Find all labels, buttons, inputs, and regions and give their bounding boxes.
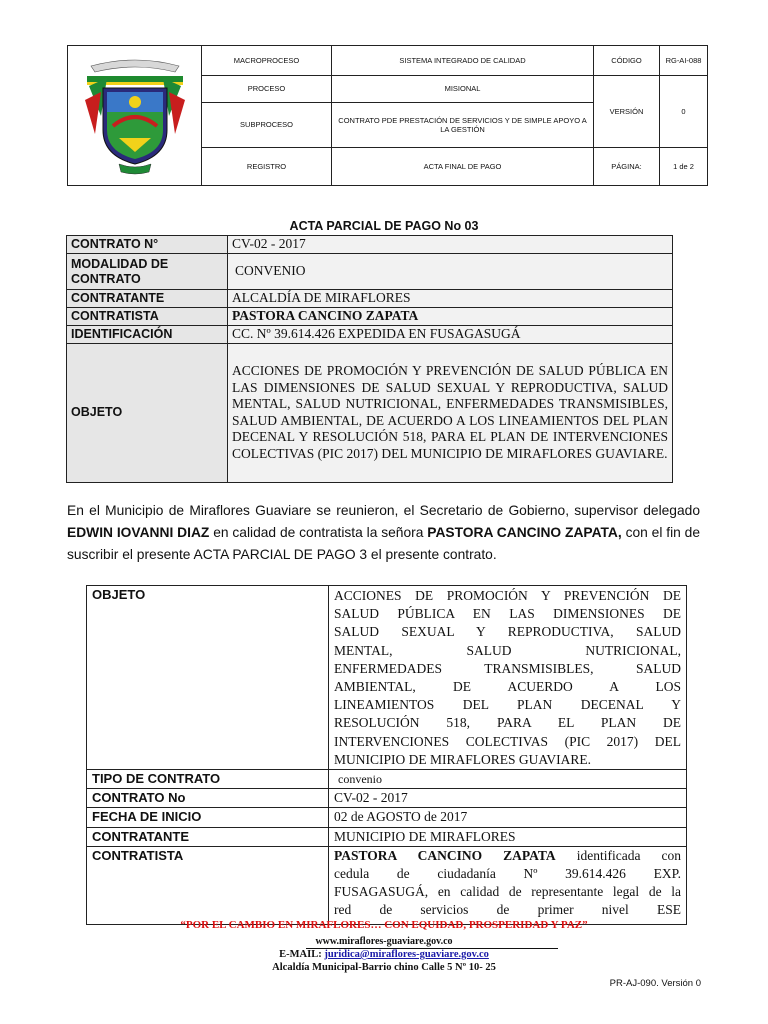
version-label: VERSIÓN [594, 76, 660, 148]
contratista-value-2 [329, 846, 687, 924]
table-row [87, 808, 687, 827]
objeto-line: INTERVENCIONES COLECTIVAS (PIC 2017) DEL [334, 733, 681, 749]
table-row [67, 236, 673, 254]
contract-summary-table [66, 235, 673, 483]
pagina-label: PÁGINA: [594, 148, 660, 186]
contratante-value-2: MUNICIPIO DE MIRAFLORES [329, 827, 687, 846]
contratista-line-text: identificada con [555, 847, 681, 863]
tipo-contrato-label: TIPO DE CONTRATO [87, 770, 329, 789]
email-link[interactable]: juridica@miraflores-guaviare.gov.co [324, 949, 489, 960]
contratista-name-2: PASTORA CANCINO ZAPATA [334, 847, 556, 863]
objeto-line: SALUD PÚBLICA EN LAS DIMENSIONES DE [334, 606, 681, 622]
tipo-contrato-value: convenio [329, 770, 687, 789]
website-link[interactable]: www.miraflores-guaviare.gov.co [315, 936, 453, 947]
fecha-inicio-value: 02 de AGOSTO de 2017 [329, 808, 687, 827]
table-row [87, 846, 687, 924]
contratista-label-2: CONTRATISTA [87, 846, 329, 924]
table-row [87, 586, 687, 770]
contrato-no-value: CV-02 - 2017 [329, 789, 687, 808]
contratante-label: CONTRATANTE [67, 290, 228, 308]
proceso-label: PROCESO [202, 76, 332, 103]
macroproceso-label: MACROPROCESO [202, 46, 332, 76]
contratista-line: red de servicios de primer nivel ESE [334, 902, 681, 918]
registro-label: REGISTRO [202, 148, 332, 186]
contratante-value: ALCALDÍA DE MIRAFLORES [228, 290, 673, 308]
version-value: 0 [660, 76, 708, 148]
paragraph-text-1: En el Municipio de Miraflores Guaviare se reunieron, el Secretario de Gobierno, supervisor delegado [67, 503, 700, 518]
contratista-name: PASTORA CANCINO ZAPATA, [427, 525, 622, 540]
table-row [67, 254, 673, 290]
table-row [67, 325, 673, 343]
codigo-label: CÓDIGO [594, 46, 660, 76]
objeto-line: SALUD SEXUAL Y REPRODUCTIVA, SALUD [334, 624, 681, 640]
table-row [87, 827, 687, 846]
objeto-line: ACCIONES DE PROMOCIÓN Y PREVENCIÓN DE [334, 588, 681, 603]
objeto-label-2: OBJETO [87, 586, 329, 770]
contratante-label-2: CONTRATANTE [87, 827, 329, 846]
table-row [67, 343, 673, 482]
objeto-line: AMBIENTAL, DE ACUERDO A LOS [334, 679, 681, 695]
municipal-coat-of-arms-logo [79, 56, 191, 176]
meeting-paragraph [67, 500, 700, 566]
objeto-line: ENFERMEDADES TRANSMISIBLES, SALUD [334, 660, 681, 676]
identificacion-label: IDENTIFICACIÓN [67, 325, 228, 343]
contrato-value: CV-02 - 2017 [228, 236, 673, 254]
contrato-no-label: CONTRATO No [87, 789, 329, 808]
footer-address: Alcaldía Municipal-Barrio chino Calle 5 Nº 10- 25 [272, 962, 496, 973]
table-row [67, 290, 673, 308]
footer-website[interactable] [0, 936, 768, 947]
contratista-line [334, 847, 681, 865]
footer-slogan: “POR EL CAMBIO EN MIRAFLORES… CON EQUIDAD, PROSPERIDAD Y PAZ” [180, 919, 588, 931]
objeto-line: MUNICIPIO DE MIRAFLORES GUAVIARE. [334, 751, 592, 767]
codigo-value: RG-AI-088 [660, 46, 708, 76]
subproceso-value: CONTRATO PDE PRESTACIÓN DE SERVICIOS Y DE SIMPLE APOYO A LA GESTIÓN [332, 103, 594, 148]
objeto-value-2 [329, 586, 687, 770]
table-row [87, 789, 687, 808]
modalidad-label: MODALIDAD DE CONTRATO [67, 254, 228, 290]
email-label: E-MAIL: [279, 949, 325, 960]
registro-value: ACTA FINAL DE PAGO [332, 148, 594, 186]
modalidad-value: CONVENIO [228, 254, 673, 290]
identificacion-value: CC. Nº 39.614.426 EXPEDIDA EN FUSAGASUGÁ [228, 325, 673, 343]
subproceso-label: SUBPROCESO [202, 103, 332, 148]
contratista-line: FUSAGASUGÁ, en calidad de representante legal de la [334, 884, 681, 900]
contratista-line: cedula de ciudadanía Nº 39.614.426 EXP. [334, 866, 681, 882]
objeto-line: MENTAL, SALUD NUTRICIONAL, [334, 642, 681, 658]
contratista-value: PASTORA CANCINO ZAPATA [228, 308, 673, 326]
supervisor-name: EDWIN IOVANNI DIAZ [67, 525, 210, 540]
proceso-value: MISIONAL [332, 76, 594, 103]
objeto-line: LINEAMIENTOS DEL PLAN DECENAL Y [334, 697, 681, 713]
objeto-line: RESOLUCIÓN 518, PARA EL PLAN DE [334, 715, 681, 731]
objeto-value: ACCIONES DE PROMOCIÓN Y PREVENCIÓN DE SALUD PÚBLICA EN LAS DIMENSIONES DE SALUD SEXUAL Y REPRODUCTIVA, SALUD MENTAL, SALUD NUTRICIONAL, ENFERMEDADES TRANSMISIBLES, SALUD AMBIENTAL, DE ACUERDO A LOS LINEAMIENTOS DEL PLAN DECENAL Y RESOLUCIÓN 518, PARA EL PLAN DE INTERVENCIONES COLECTIVAS (PIC 2017) DEL MUNICIPIO DE MIRAFLORES GUAVIARE. [228, 343, 673, 482]
pagina-value: 1 de 2 [660, 148, 708, 186]
acta-title: ACTA PARCIAL DE PAGO No 03 [289, 219, 479, 233]
document-version: PR-AJ-090. Versión 0 [609, 978, 701, 989]
table-row [87, 770, 687, 789]
crest-cell [68, 46, 202, 186]
fecha-inicio-label: FECHA DE INICIO [87, 808, 329, 827]
table-row [67, 308, 673, 326]
contrato-label: CONTRATO N° [67, 236, 228, 254]
document-header-table [67, 45, 708, 186]
contratista-label: CONTRATISTA [67, 308, 228, 326]
footer-email [0, 949, 768, 960]
paragraph-text-2: en calidad de contratista la señora [209, 525, 428, 540]
objeto-label: OBJETO [67, 343, 228, 482]
contract-detail-table [86, 585, 687, 925]
paragraph-text-3: con el fin de suscribir el presente ACTA PARCIAL DE PAGO 3 el presente contrato. [67, 525, 701, 562]
macroproceso-value: SISTEMA INTEGRADO DE CALIDAD [332, 46, 594, 76]
